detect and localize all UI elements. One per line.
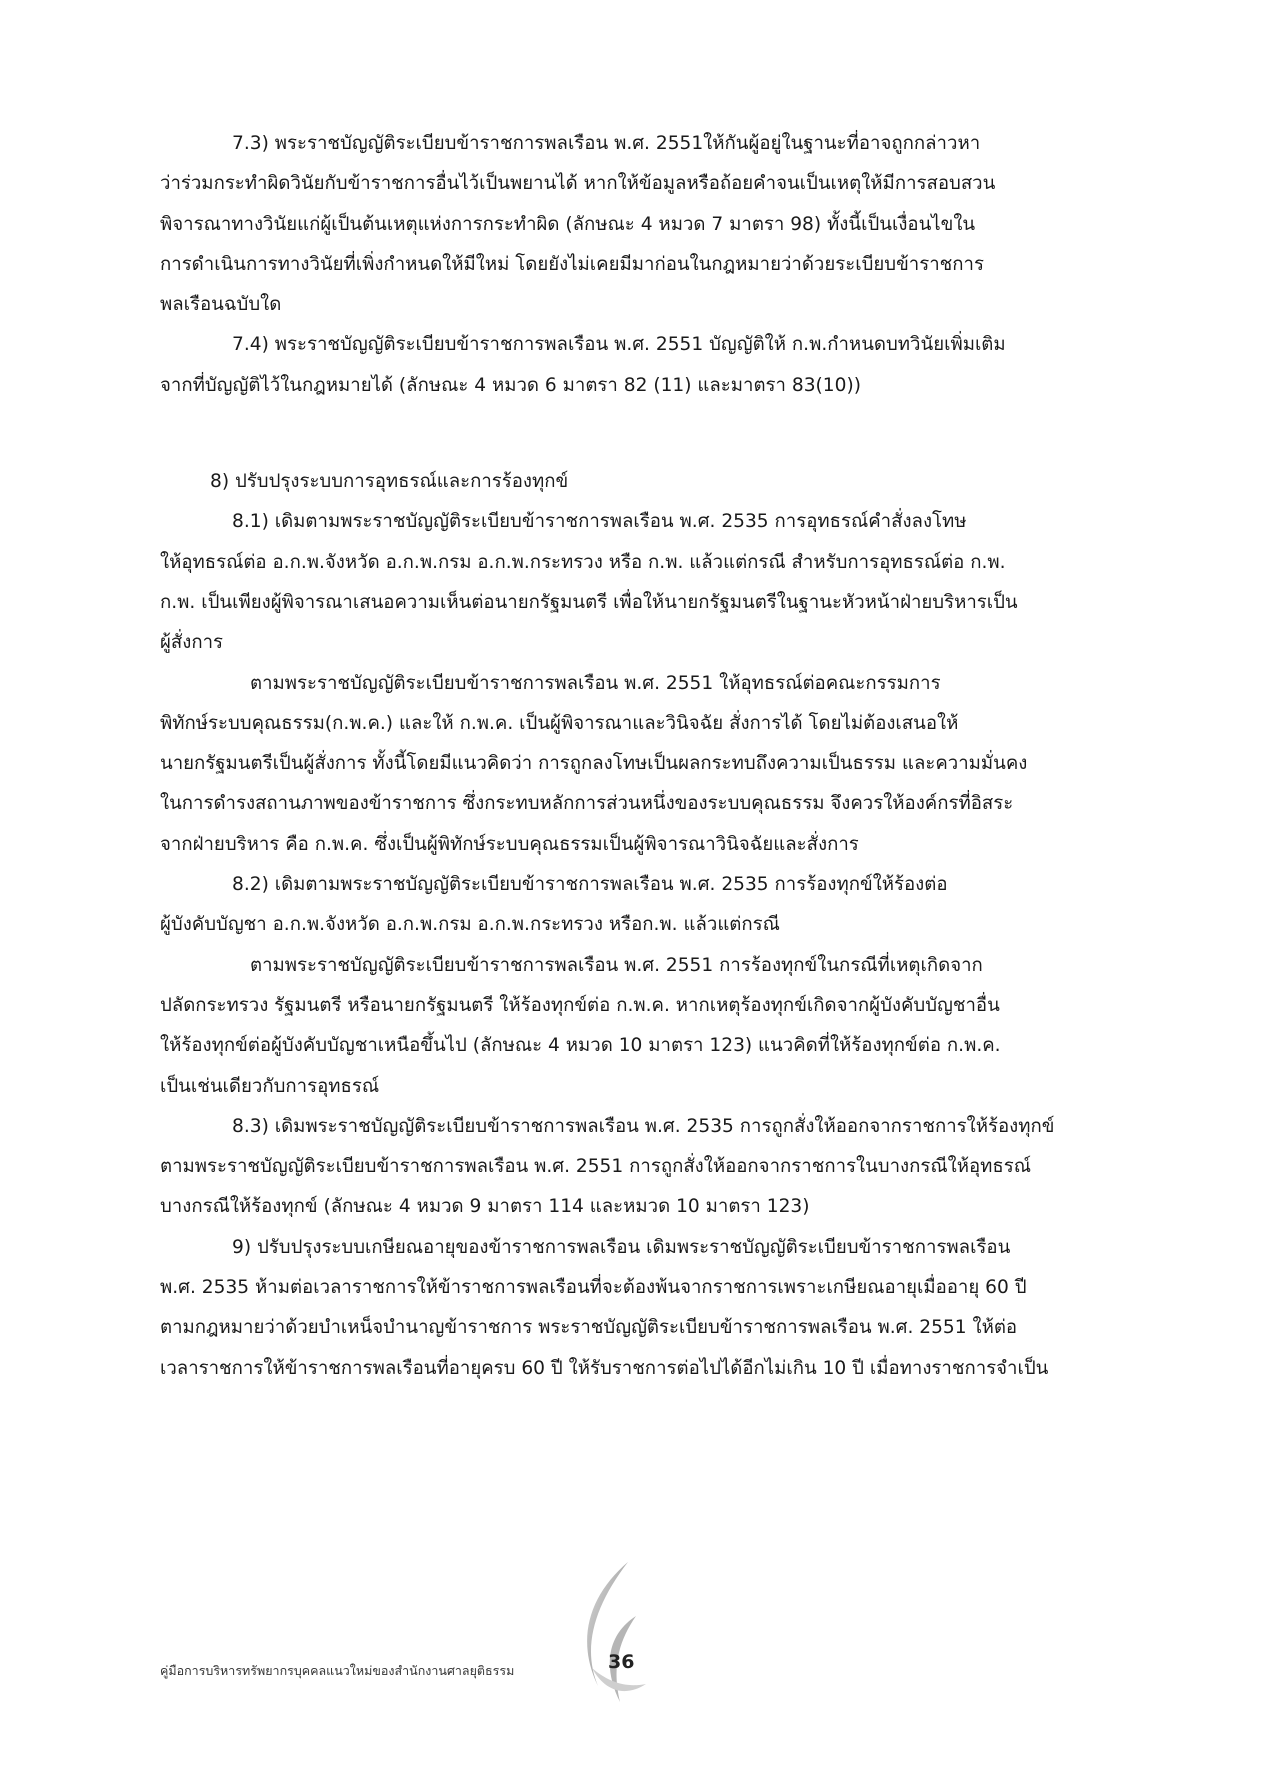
section-heading: 8) ปรับปรุงระบบการอุทธรณ์และการร้องทุกข์ <box>210 471 569 493</box>
text-line: จากฝ่ายบริหาร คือ ก.พ.ค. ซึ่งเป็นผู้พิทักษ์ระบบคุณธรรมเป็นผู้พิจารณาวินิจฉัยและสั่งการ <box>160 833 859 855</box>
footer-logo <box>568 1556 648 1706</box>
text-line: พ.ศ. 2535 ห้ามต่อเวลาราชการให้ข้าราชการพลเรือนที่จะต้องพ้นจากราชการเพราะเกษียณอายุเมื่ออายุ 60 ปี <box>160 1277 1027 1299</box>
text-line: 8.3) เดิมพระราชบัญญัติระเบียบข้าราชการพลเรือน พ.ศ. 2535 การถูกสั่งให้ออกจากราชการให้ร้องทุกข์ <box>232 1115 1055 1137</box>
text-line: ผู้สั่งการ <box>160 632 224 654</box>
text-line: การดำเนินการทางวินัยที่เพิ่งกำหนดให้มีใหม่ โดยยังไม่เคยมีมาก่อนในกฎหมายว่าด้วยระเบียบข้าราชการ <box>160 253 984 275</box>
text-line: เป็นเช่นเดียวกับการอุทธรณ์ <box>160 1075 380 1097</box>
document-body <box>160 124 1100 1389</box>
text-line: ให้ร้องทุกข์ต่อผู้บังคับบัญชาเหนือขึ้นไป (ลักษณะ 4 หมวด 10 มาตรา 123) แนวคิดที่ให้ร้องทุกข์ต่อ ก.พ.ค. <box>160 1035 1001 1057</box>
text-line: ก.พ. เป็นเพียงผู้พิจารณาเสนอความเห็นต่อนายกรัฐมนตรี เพื่อให้นายกรัฐมนตรีในฐานะหัวหน้าฝ่ายบริหารเป็น <box>160 591 1018 613</box>
text-line: ตามพระราชบัญญัติระเบียบข้าราชการพลเรือน พ.ศ. 2551 การร้องทุกข์ในกรณีที่เหตุเกิดจาก <box>250 954 983 976</box>
text-line: 7.4) พระราชบัญญัติระเบียบข้าราชการพลเรือน พ.ศ. 2551 บัญญัติให้ ก.พ.กำหนดบทวินัยเพิ่มเติม <box>232 334 1006 356</box>
text-line: ในการดำรงสถานภาพของข้าราชการ ซึ่งกระทบหลักการส่วนหนึ่งของระบบคุณธรรม จึงควรให้องค์กรที่อิสระ <box>160 793 1014 815</box>
text-line: ให้อุทธรณ์ต่อ อ.ก.พ.จังหวัด อ.ก.พ.กรม อ.ก.พ.กระทรวง หรือ ก.พ. แล้วแต่กรณี สำหรับการอุทธรณ์ต่อ ก.พ. <box>160 551 1006 573</box>
text-line: 9) ปรับปรุงระบบเกษียณอายุของข้าราชการพลเรือน เดิมพระราชบัญญัติระเบียบข้าราชการพลเรือน <box>232 1236 1011 1258</box>
text-line: พิทักษ์ระบบคุณธรรม(ก.พ.ค.) และให้ ก.พ.ค. เป็นผู้พิจารณาและวินิจฉัย สั่งการได้ โดยไม่ต้องเสนอให้ <box>160 712 959 734</box>
text-line: เวลาราชการให้ข้าราชการพลเรือนที่อายุครบ 60 ปี ให้รับราชการต่อไปได้อีกไม่เกิน 10 ปี เมื่อทางราชการจำเป็น <box>160 1357 1049 1379</box>
text-line: ตามพระราชบัญญัติระเบียบข้าราชการพลเรือน พ.ศ. 2551 การถูกสั่งให้ออกจากราชการในบางกรณีให้อุทธรณ์ <box>160 1156 1031 1178</box>
text-line: ตามกฎหมายว่าด้วยบำเหน็จบำนาญข้าราชการ พระราชบัญญัติระเบียบข้าราชการพลเรือน พ.ศ. 2551 ให้ต่อ <box>160 1317 1018 1339</box>
text-line: จากที่บัญญัติไว้ในกฎหมายได้ (ลักษณะ 4 หมวด 6 มาตรา 82 (11) และมาตรา 83(10)) <box>160 374 861 396</box>
text-line: พลเรือนฉบับใด <box>160 294 282 316</box>
text-line: 7.3) พระราชบัญญัติระเบียบข้าราชการพลเรือน พ.ศ. 2551ให้กันผู้อยู่ในฐานะที่อาจถูกกล่าวหา <box>232 133 981 154</box>
text-line: 8.1) เดิมตามพระราชบัญญัติระเบียบข้าราชการพลเรือน พ.ศ. 2535 การอุทธรณ์คำสั่งลงโทษ <box>232 511 967 533</box>
text-line: ปลัดกระทรวง รัฐมนตรี หรือนายกรัฐมนตรี ให้ร้องทุกข์ต่อ ก.พ.ค. หากเหตุร้องทุกข์เกิดจากผู้บังคับบัญชาอื่น <box>160 994 1000 1016</box>
text-line: นายกรัฐมนตรีเป็นผู้สั่งการ ทั้งนี้โดยมีแนวคิดว่า การถูกลงโทษเป็นผลกระทบถึงความเป็นธรรม และความมั่นคง <box>160 753 1028 775</box>
text-line: ผู้บังคับบัญชา อ.ก.พ.จังหวัด อ.ก.พ.กรม อ.ก.พ.กระทรวง หรือก.พ. แล้วแต่กรณี <box>160 914 780 936</box>
page-number: 36 <box>608 1651 635 1673</box>
paragraph-gap <box>160 406 1100 462</box>
footer-title: คู่มือการบริหารทรัพยากรบุคคลแนวใหม่ของสำนักงานศาลยุติธรรม <box>160 1663 515 1678</box>
text-line: บางกรณีให้ร้องทุกข์ (ลักษณะ 4 หมวด 9 มาตรา 114 และหมวด 10 มาตรา 123) <box>160 1196 810 1218</box>
text-line: ตามพระราชบัญญัติระเบียบข้าราชการพลเรือน พ.ศ. 2551 ให้อุทธรณ์ต่อคณะกรรมการ <box>250 672 941 694</box>
text-line: พิจารณาทางวินัยแก่ผู้เป็นต้นเหตุแห่งการกระทำผิด (ลักษณะ 4 หมวด 7 มาตรา 98) ทั้งนี้เป็นเงื่อนไขใน <box>160 213 976 235</box>
text-line: ว่าร่วมกระทำผิดวินัยกับข้าราชการอื่นไว้เป็นพยานได้ หากให้ข้อมูลหรือถ้อยคำจนเป็นเหตุให้มีการสอบสวน <box>160 173 996 195</box>
text-line: 8.2) เดิมตามพระราชบัญญัติระเบียบข้าราชการพลเรือน พ.ศ. 2535 การร้องทุกข์ให้ร้องต่อ <box>232 874 948 896</box>
